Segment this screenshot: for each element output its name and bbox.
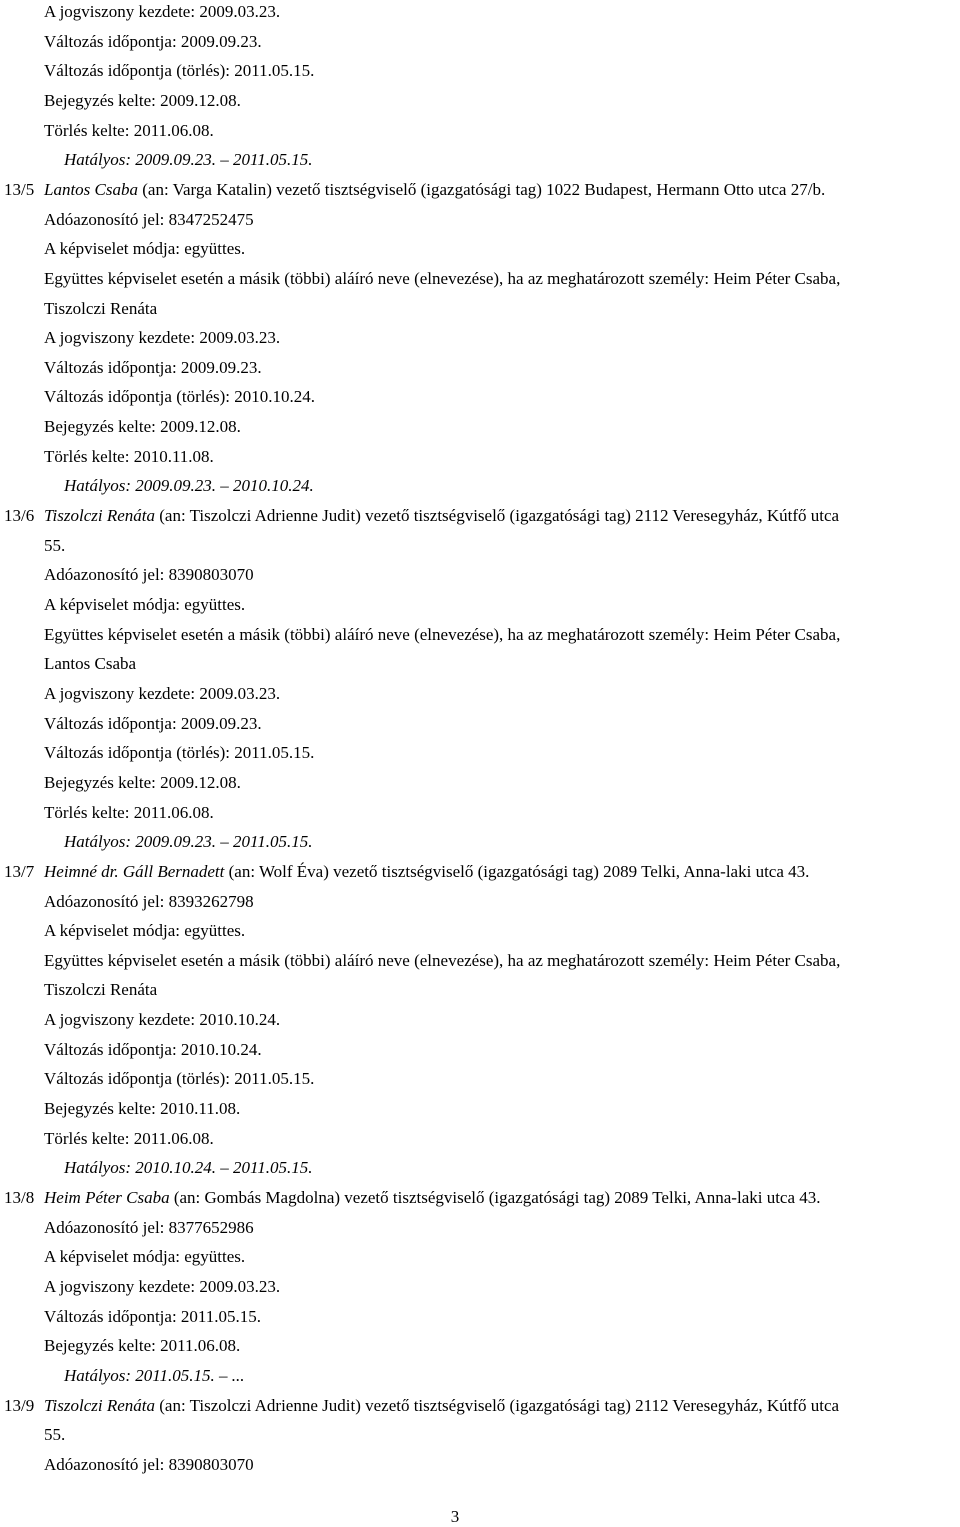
entry-detail-line: Együttes képviselet esetén a másik (többi) aláíró neve (elnevezése), ha az meghatározott személy: Heim Péter Csaba, (44, 950, 841, 970)
person-description: (an: Tiszolczi Adrienne Judit) vezető tisztségviselő (igazgatósági tag) 2112 Veresegyház, Kútfő utca (154, 1395, 840, 1415)
entry-detail-line: Törlés kelte: 2011.06.08. (44, 120, 214, 140)
person-description-continued: 55. (44, 1425, 66, 1445)
entry-number: 13/7 (4, 861, 35, 881)
person-description: (an: Tiszolczi Adrienne Judit) vezető tisztségviselő (igazgatósági tag) 2112 Veresegyház, Kútfő utca (154, 506, 840, 526)
entry-number: 13/6 (4, 506, 35, 526)
entry-detail-line: Változás időpontja (törlés): 2011.05.15. (44, 1069, 315, 1089)
person-description: (an: Wolf Éva) vezető tisztségviselő (igazgatósági tag) 2089 Telki, Anna-laki utca 43. (224, 861, 810, 881)
entry-detail-line: Változás időpontja: 2009.09.23. (44, 31, 262, 51)
person-name: Tiszolczi Renáta (44, 1395, 155, 1415)
entry-heading (4, 180, 825, 200)
entry-heading (4, 506, 839, 526)
page-number: 3 (450, 1507, 460, 1526)
entry-detail-line: Törlés kelte: 2010.11.08. (44, 446, 214, 466)
entry-detail-line: Együttes képviselet esetén a másik (többi) aláíró neve (elnevezése), ha az meghatározott személy: Heim Péter Csaba, (44, 624, 841, 644)
entry-detail-line: Változás időpontja (törlés): 2011.05.15. (44, 61, 315, 81)
validity-line: Hatályos: 2010.10.24. – 2011.05.15. (64, 1158, 313, 1178)
entry-detail-line: Adóazonosító jel: 8390803070 (44, 1454, 254, 1474)
entry-detail-line: A képviselet módja: együttes. (44, 239, 246, 259)
entry-detail-line: Lantos Csaba (44, 654, 137, 674)
entry-detail-line: Változás időpontja (törlés): 2010.10.24. (44, 387, 316, 407)
entry-detail-line: Bejegyzés kelte: 2011.06.08. (44, 1336, 241, 1356)
entry-detail-line: A képviselet módja: együttes. (44, 595, 246, 614)
person-name: Heimné dr. Gáll Bernadett (44, 861, 225, 881)
entry-detail-line: Bejegyzés kelte: 2009.12.08. (44, 772, 241, 792)
entry-detail-line: Együttes képviselet esetén a másik (többi) aláíró neve (elnevezése), ha az meghatározott személy: Heim Péter Csaba, (44, 268, 841, 288)
entry-heading (4, 1396, 839, 1416)
entry-detail-line: Változás időpontja: 2011.05.15. (44, 1306, 262, 1326)
entry-detail-line: A jogviszony kezdete: 2009.03.23. (44, 328, 281, 348)
entry-detail-line: A jogviszony kezdete: 2009.03.23. (44, 1276, 281, 1296)
entry-detail-line: Változás időpontja: 2009.09.23. (44, 713, 262, 733)
entry-detail-line: Tiszolczi Renáta (44, 298, 158, 318)
validity-line: Hatályos: 2011.05.15. – ... (64, 1365, 245, 1385)
person-description-continued: 55. (44, 535, 66, 555)
person-name: Tiszolczi Renáta (44, 506, 155, 526)
entry-detail-line: Adóazonosító jel: 8377652986 (44, 1217, 254, 1237)
entry-detail-line: A jogviszony kezdete: 2009.03.23. (44, 2, 281, 21)
entry-detail-line: A képviselet módja: együttes. (44, 921, 246, 941)
person-description: (an: Gombás Magdolna) vezető tisztségviselő (igazgatósági tag) 2089 Telki, Anna-laki utca 43. (169, 1188, 821, 1207)
entry-heading (4, 862, 809, 882)
entry-detail-line: Adóazonosító jel: 8390803070 (44, 565, 254, 585)
entry-detail-line: Tiszolczi Renáta (44, 980, 158, 1000)
person-name: Lantos Csaba (44, 179, 138, 199)
entry-detail-line: Adóazonosító jel: 8347252475 (44, 209, 254, 229)
validity-line: Hatályos: 2009.09.23. – 2011.05.15. (64, 150, 313, 170)
person-name: Heim Péter Csaba (44, 1188, 170, 1207)
entry-number: 13/5 (4, 179, 35, 199)
entry-detail-line: A képviselet módja: együttes. (44, 1247, 246, 1267)
entry-detail-line: Törlés kelte: 2011.06.08. (44, 802, 214, 822)
entry-detail-line: Változás időpontja: 2010.10.24. (44, 1039, 262, 1059)
entry-detail-line: A jogviszony kezdete: 2009.03.23. (44, 683, 281, 703)
entry-detail-line: Bejegyzés kelte: 2009.12.08. (44, 417, 241, 437)
entry-detail-line: A jogviszony kezdete: 2010.10.24. (44, 1010, 281, 1030)
entry-number: 13/8 (4, 1188, 35, 1207)
entry-number: 13/9 (4, 1395, 35, 1415)
entry-detail-line: Adóazonosító jel: 8393262798 (44, 891, 254, 911)
entry-heading (4, 1188, 821, 1208)
person-description: (an: Varga Katalin) vezető tisztségviselő (igazgatósági tag) 1022 Budapest, Hermann Otto utca 27/b. (138, 179, 826, 199)
entry-detail-line: Változás időpontja (törlés): 2011.05.15. (44, 743, 315, 763)
entry-detail-line: Törlés kelte: 2011.06.08. (44, 1128, 214, 1148)
entry-detail-line: Változás időpontja: 2009.09.23. (44, 357, 262, 377)
entry-detail-line: Bejegyzés kelte: 2010.11.08. (44, 1099, 241, 1119)
validity-line: Hatályos: 2009.09.23. – 2011.05.15. (64, 832, 313, 852)
entry-detail-line: Bejegyzés kelte: 2009.12.08. (44, 90, 241, 110)
validity-line: Hatályos: 2009.09.23. – 2010.10.24. (64, 476, 314, 496)
